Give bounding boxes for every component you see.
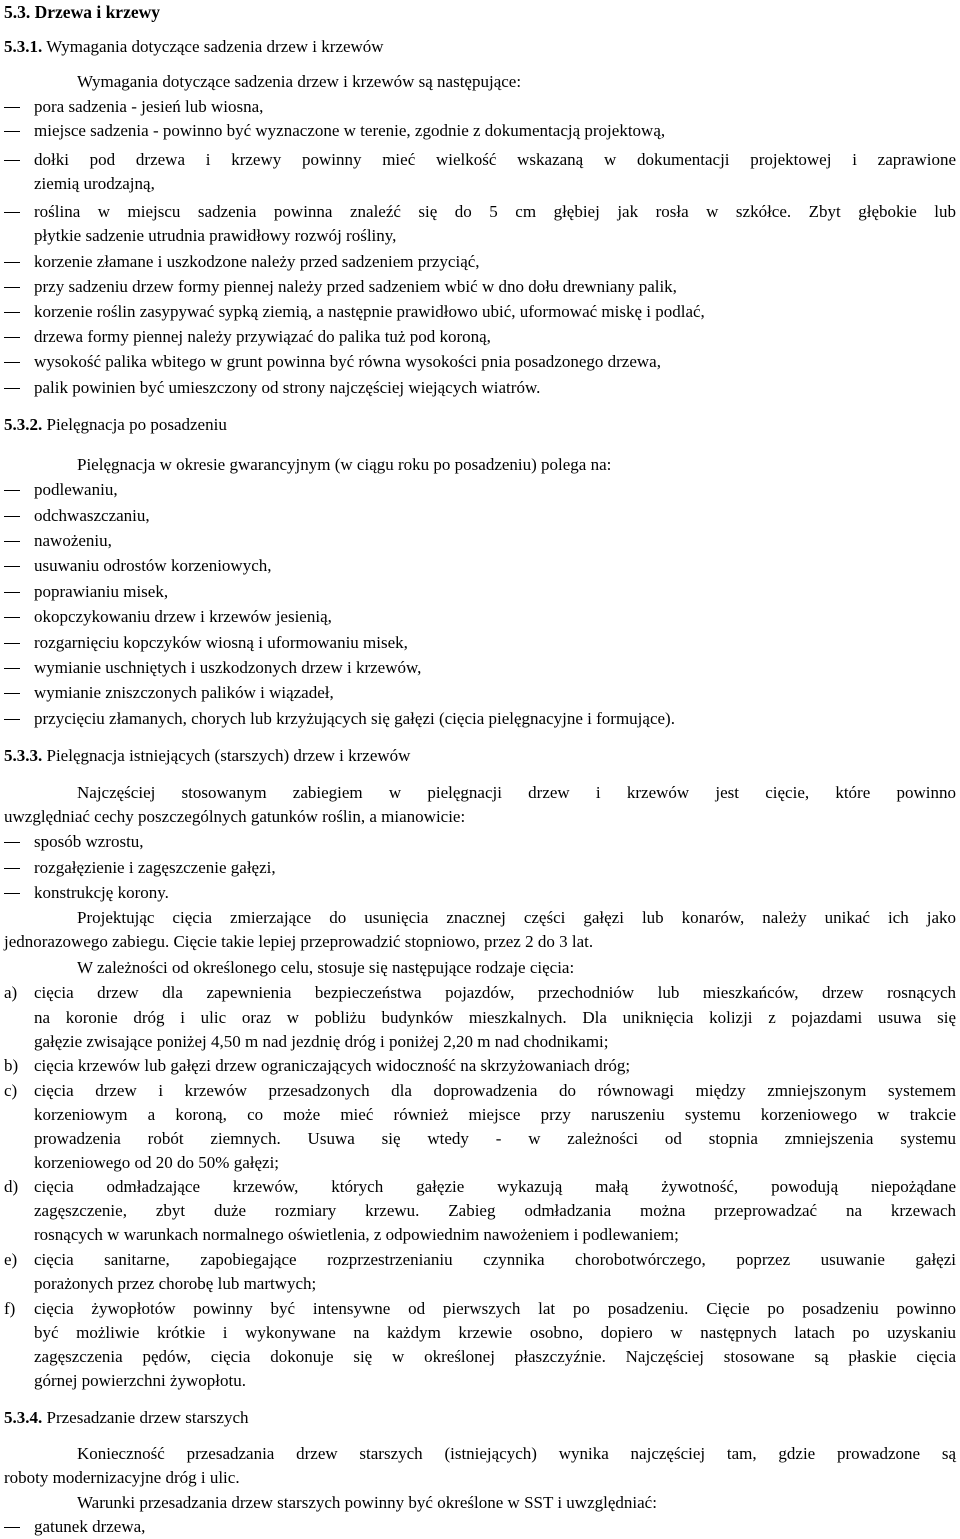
paragraph-line: Projektując cięcia zmierzające do usunięcia znacznej części gałęzi lub konarów, należy unikać ich jako	[77, 908, 956, 927]
paragraph-line: roboty modernizacyjne dróg i ulic.	[4, 1468, 240, 1487]
lettered-item-line: prowadzenia robót ziemnych. Usuwa się wtedy - w zależności od stopnia zmniejszenia systemu	[34, 1129, 956, 1148]
dash-bullet	[4, 312, 20, 313]
paragraph-line: jednorazowego zabiegu. Cięcie takie lepiej przeprowadzić stopniowo, przez 2 do 3 lat.	[4, 932, 594, 951]
list-item-text: sposób wzrostu,	[34, 832, 144, 851]
lettered-item-line: korzeniowym a koroną, co może mieć również miejsce przy naruszeniu systemu korzeniowego w trakcie	[34, 1105, 956, 1124]
paragraph-intro: Pielęgnacja w okresie gwarancyjnym (w ciągu roku po posadzeniu) polega na:	[77, 455, 612, 474]
list-item-text: wysokość palika wbitego w grunt powinna być równa wysokości pnia posadzonego drzewa,	[34, 352, 661, 371]
list-letter: c)	[4, 1081, 18, 1100]
list-item-text: gatunek drzewa,	[34, 1517, 146, 1536]
subsection-number: 5.3.2.	[4, 415, 43, 434]
list-letter: e)	[4, 1250, 18, 1269]
subsection-heading-5-3-2	[4, 413, 227, 437]
subsection-title: Przesadzanie drzew starszych	[46, 1408, 249, 1427]
lettered-item-line: cięcia krzewów lub gałęzi drzew ograniczających widoczność na skrzyżowaniach dróg;	[34, 1056, 631, 1075]
dash-bullet	[4, 868, 20, 869]
list-item-continuation: płytkie sadzenie utrudnia prawidłowy rozwój rośliny,	[34, 226, 397, 245]
dash-bullet	[4, 107, 20, 108]
lettered-item-line: porażonych przez chorobę lub martwych;	[34, 1274, 317, 1293]
paragraph-line: Najczęściej stosowanym zabiegiem w pielęgnacji drzew i krzewów jest cięcie, które powinno	[77, 783, 956, 802]
subsection-heading-5-3-3	[4, 744, 410, 768]
subsection-number: 5.3.3.	[4, 746, 43, 765]
dash-bullet	[4, 541, 20, 542]
list-item-continuation: ziemią urodzajną,	[34, 174, 155, 193]
dash-bullet	[4, 842, 20, 843]
list-item-text: wymianie zniszczonych palików i wiązadeł,	[34, 683, 334, 702]
list-item-text: wymianie uschniętych i uszkodzonych drzew i krzewów,	[34, 658, 422, 677]
dash-bullet	[4, 893, 20, 894]
list-item-text: rozgarnięciu kopczyków wiosną i uformowaniu misek,	[34, 633, 408, 652]
list-item-text: drzewa formy piennej należy przywiązać do palika tuż pod koroną,	[34, 327, 491, 346]
dash-bullet	[4, 643, 20, 644]
lettered-item-line: cięcia sanitarne, zapobiegające rozprzestrzenianiu czynnika chorobotwórczego, poprzez usuwanie gałęzi	[34, 1250, 956, 1269]
lettered-item-line: rosnących w warunkach normalnego oświetlenia, z odpowiednim nawożeniem i podlewaniem;	[34, 1225, 679, 1244]
dash-bullet	[4, 566, 20, 567]
lettered-item-line: górnej powierzchni żywopłotu.	[34, 1371, 246, 1390]
lettered-item-line: gałęzie zwisające poniżej 4,50 m nad jezdnię dróg i poniżej 2,20 m nad chodnikami;	[34, 1032, 609, 1051]
lettered-item-line: być możliwie krótkie i wykonywane na każdym krzewie osobno, dopiero w następnych latach po uzyskaniu	[34, 1323, 956, 1342]
list-item-text: odchwaszczaniu,	[34, 506, 150, 525]
list-item-text: podlewaniu,	[34, 480, 118, 499]
list-item-text: dołki pod drzewa i krzewy powinny mieć wielkość wskazaną w dokumentacji projektowej i zaprawione	[34, 150, 956, 169]
dash-bullet	[4, 1527, 20, 1528]
list-letter: f)	[4, 1299, 16, 1318]
dash-bullet	[4, 719, 20, 720]
subsection-title: Pielęgnacja istniejących (starszych) drzew i krzewów	[46, 746, 411, 765]
dash-bullet	[4, 337, 20, 338]
list-item-text: pora sadzenia - jesień lub wiosna,	[34, 97, 264, 116]
dash-bullet	[4, 262, 20, 263]
dash-bullet	[4, 693, 20, 694]
list-item-text: miejsce sadzenia - powinno być wyznaczone w terenie, zgodnie z dokumentacją projektową,	[34, 121, 666, 140]
list-item-text: usuwaniu odrostów korzeniowych,	[34, 556, 272, 575]
list-item-text: przy sadzeniu drzew formy piennej należy przed sadzeniem wbić w dno dołu drewniany palik,	[34, 277, 677, 296]
lettered-item-line: cięcia odmładzające krzewów, których gałęzie wykazują małą żywotność, powodują niepożądane	[34, 1177, 956, 1196]
paragraph-line: Warunki przesadzania drzew starszych powinny być określone w SST i uwzględniać:	[77, 1493, 657, 1512]
list-item-text: korzenie roślin zasypywać sypką ziemią, a następnie prawidłowo ubić, uformować miskę i podlać,	[34, 302, 705, 321]
dash-bullet	[4, 388, 20, 389]
list-item-text: nawożeniu,	[34, 531, 112, 550]
paragraph-line: Konieczność przesadzania drzew starszych (istniejących) wynika najczęściej tam, gdzie prowadzone są	[77, 1444, 956, 1463]
subsection-number: 5.3.1.	[4, 37, 43, 56]
lettered-item-line: cięcia drzew dla zapewnienia bezpieczeństwa pojazdów, przechodniów lub mieszkańców, drzew rosnących	[34, 983, 956, 1002]
list-item-text: roślina w miejscu sadzenia powinna znaleźć się do 5 cm głębiej jak rosła w szkółce. Zbyt głębokie lub	[34, 202, 956, 221]
subsection-heading-5-3-1	[4, 35, 384, 59]
subsection-number: 5.3.4.	[4, 1408, 43, 1427]
list-letter: d)	[4, 1177, 19, 1196]
dash-bullet	[4, 131, 20, 132]
dash-bullet	[4, 592, 20, 593]
dash-bullet	[4, 287, 20, 288]
dash-bullet	[4, 362, 20, 363]
list-item-text: palik powinien być umieszczony od strony najczęściej wiejących wiatrów.	[34, 378, 541, 397]
paragraph-line: W zależności od określonego celu, stosuje się następujące rodzaje cięcia:	[77, 958, 575, 977]
list-item-text: korzenie złamane i uszkodzone należy przed sadzeniem przyciąć,	[34, 252, 480, 271]
paragraph-intro: Wymagania dotyczące sadzenia drzew i krzewów są następujące:	[77, 72, 522, 91]
dash-bullet	[4, 617, 20, 618]
subsection-title: Pielęgnacja po posadzeniu	[46, 415, 227, 434]
lettered-item-line: zagęszczenie, zbyt duże rozmiary krzewu. Zabieg odmładzania można przeprowadzać na krzewach	[34, 1201, 956, 1220]
dash-bullet	[4, 160, 20, 161]
dash-bullet	[4, 668, 20, 669]
dash-bullet	[4, 212, 20, 213]
list-letter: b)	[4, 1056, 19, 1075]
lettered-item-line: na koronie dróg i ulic oraz w pobliżu budynków mieszkalnych. Dla uniknięcia kolizji z pojazdami usuwa się	[34, 1008, 956, 1027]
lettered-item-line: cięcia drzew i krzewów przesadzonych dla doprowadzenia do równowagi między zmniejszonym systemem	[34, 1081, 956, 1100]
list-item-text: rozgałęzienie i zagęszczenie gałęzi,	[34, 858, 276, 877]
lettered-item-line: cięcia żywopłotów powinny być intensywne od pierwszych lat po posadzeniu. Cięcie po posadzeniu powinno	[34, 1299, 956, 1318]
list-item-text: poprawianiu misek,	[34, 582, 169, 601]
section-heading-5-3: 5.3. Drzewa i krzewy	[4, 2, 160, 22]
subsection-title: Wymagania dotyczące sadzenia drzew i krzewów	[46, 37, 384, 56]
lettered-item-line: korzeniowego od 20 do 50% gałęzi;	[34, 1153, 280, 1172]
list-item-text: konstrukcję korony.	[34, 883, 169, 902]
subsection-heading-5-3-4	[4, 1406, 249, 1430]
paragraph-line: uwzględniać cechy poszczególnych gatunków roślin, a mianowicie:	[4, 807, 466, 826]
list-item-text: okopczykowaniu drzew i krzewów jesienią,	[34, 607, 332, 626]
dash-bullet	[4, 490, 20, 491]
list-letter: a)	[4, 983, 18, 1002]
dash-bullet	[4, 516, 20, 517]
list-item-text: przycięciu złamanych, chorych lub krzyżujących się gałęzi (cięcia pielęgnacyjne i formujące).	[34, 709, 675, 728]
lettered-item-line: zagęszczenia pędów, cięcia dokonuje się w określonej płaszczyźnie. Najczęściej stosowane są płaskie cięcia	[34, 1347, 956, 1366]
